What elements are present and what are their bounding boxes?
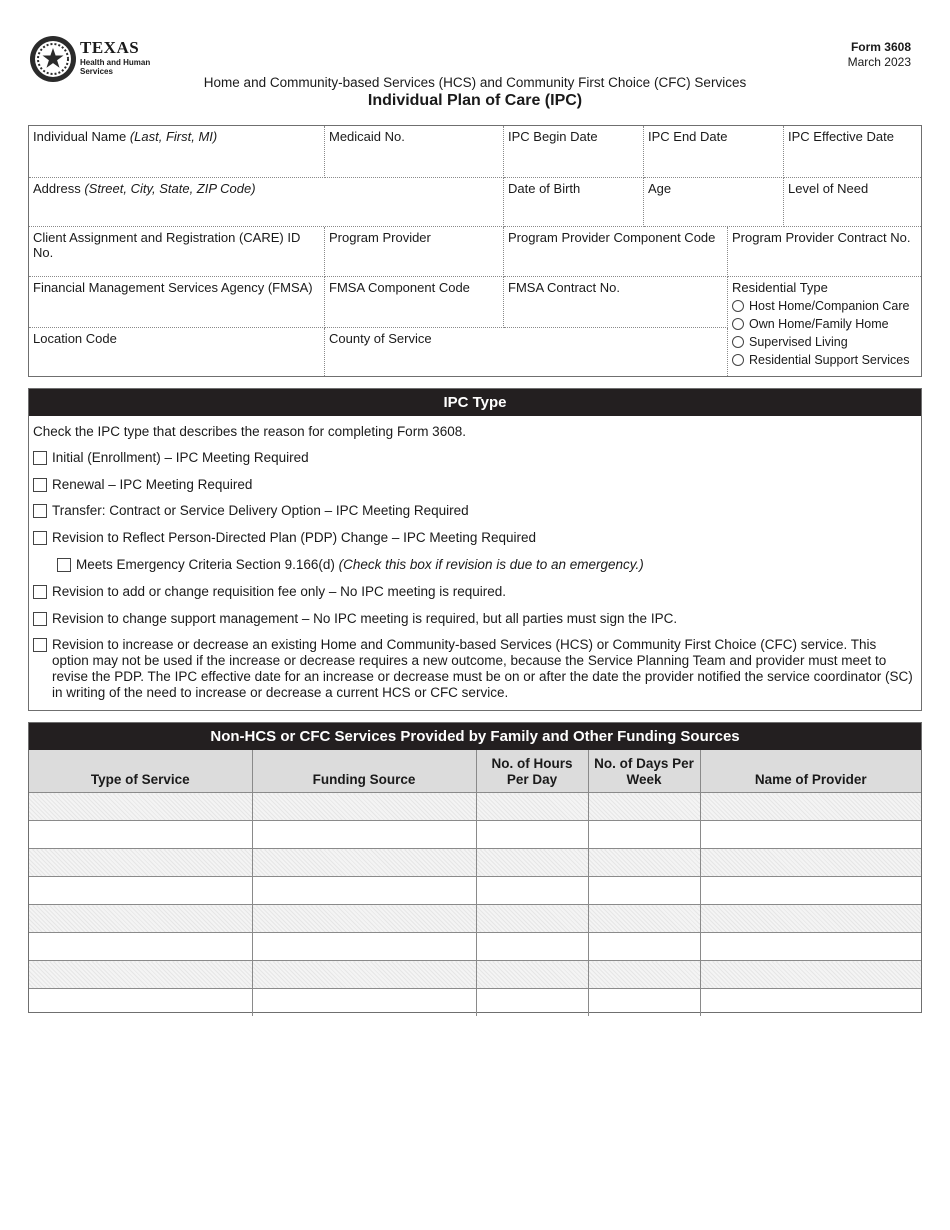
ipc-type-intro: Check the IPC type that describes the reason for completing Form 3608. (33, 424, 466, 439)
medicaid-no-label: Medicaid No. (329, 129, 405, 144)
page-title: Individual Plan of Care (IPC) (367, 92, 583, 109)
address-hint: (Street, City, State, ZIP Code) (84, 181, 256, 196)
ipc-effective-date-field[interactable] (784, 126, 921, 178)
column-header: Type of Service (29, 750, 252, 793)
table-cell[interactable] (700, 849, 921, 877)
logo-title: TEXAS (80, 38, 140, 57)
table-cell[interactable] (29, 989, 252, 1017)
fmsa-contract-no-field[interactable] (504, 277, 728, 328)
radio-icon[interactable] (732, 354, 744, 366)
ipc-option-support-management[interactable] (33, 611, 677, 627)
logo-subtitle: Health and Human Services (80, 58, 151, 76)
ipc-begin-date-field[interactable] (504, 126, 644, 178)
residential-type-field (728, 277, 921, 376)
address-label: Address (33, 181, 81, 196)
level-of-need-label: Level of Need (788, 181, 869, 196)
table-cell[interactable] (476, 961, 588, 989)
table-cell[interactable] (29, 821, 252, 849)
table-row (29, 877, 921, 905)
fmsa-contract-no-label: FMSA Contract No. (508, 280, 620, 295)
services-table (29, 750, 921, 1016)
table-cell[interactable] (588, 905, 700, 933)
table-cell[interactable] (29, 793, 252, 821)
fmsa-component-code-label: FMSA Component Code (329, 280, 470, 295)
individual-name-label: Individual Name (33, 129, 127, 144)
table-cell[interactable] (700, 905, 921, 933)
county-of-service-label: County of Service (329, 331, 432, 346)
ipc-option-label: Renewal – IPC Meeting Required (52, 477, 253, 492)
ipc-option-label: Transfer: Contract or Service Delivery Option – IPC Meeting Required (52, 503, 469, 518)
ipc-option-label: Revision to Reflect Person-Directed Plan (PDP) Change – IPC Meeting Required (52, 530, 536, 545)
column-header: No. of Hours Per Day (476, 750, 588, 793)
residential-type-label: Residential Type (732, 280, 828, 295)
identification-grid (28, 125, 922, 377)
level-of-need-field[interactable] (784, 178, 921, 227)
date-of-birth-field[interactable] (504, 178, 644, 227)
table-cell[interactable] (252, 821, 476, 849)
table-cell[interactable] (29, 933, 252, 961)
address-field[interactable] (29, 178, 504, 227)
radio-icon[interactable] (732, 318, 744, 330)
provider-contract-no-label: Program Provider Contract No. (732, 230, 911, 245)
residential-option-label: Supervised Living (749, 335, 848, 349)
ipc-option-requisition-fee[interactable] (33, 584, 506, 600)
table-cell[interactable] (476, 989, 588, 1017)
table-cell[interactable] (700, 877, 921, 905)
table-cell[interactable] (476, 793, 588, 821)
table-row (29, 933, 921, 961)
ipc-type-heading: IPC Type (29, 389, 921, 416)
checkbox-icon[interactable] (33, 531, 47, 545)
date-of-birth-label: Date of Birth (508, 181, 581, 196)
residential-option-host-home[interactable] (732, 299, 917, 313)
medicaid-no-field[interactable] (325, 126, 504, 178)
table-row (29, 849, 921, 877)
ipc-option-label: Revision to increase or decrease an existing Home and Community-based Services (HCS) or Community First Choice (CFC) service. This option may not be used if the increase or decrease requires a new outcome, because the Service Planning Team and provider must meet to revise the PDP. The IPC effective date for an increase or decrease must be on or after the date the provider notified the service coordinator (SC) in writing of the need to increase or decrease a current HCS or CFC service. (52, 637, 913, 700)
program-provider-label: Program Provider (329, 230, 431, 245)
table-row (29, 989, 921, 1017)
fmsa-label: Financial Management Services Agency (FMSA) (33, 280, 313, 295)
ipc-option-increase-decrease[interactable] (33, 637, 913, 701)
ipc-end-date-field[interactable] (644, 126, 784, 178)
checkbox-icon[interactable] (33, 504, 47, 518)
table-cell[interactable] (588, 989, 700, 1017)
table-cell[interactable] (252, 793, 476, 821)
table-cell[interactable] (252, 905, 476, 933)
ipc-option-label: Initial (Enrollment) – IPC Meeting Required (52, 450, 309, 465)
ipc-begin-date-label: IPC Begin Date (508, 129, 598, 144)
residential-option-label: Residential Support Services (749, 353, 910, 367)
table-row (29, 793, 921, 821)
residential-option-supervised-living[interactable] (732, 335, 917, 349)
table-cell[interactable] (252, 933, 476, 961)
fmsa-component-code-field[interactable] (325, 277, 504, 328)
form-identifier (848, 40, 911, 70)
table-row (29, 821, 921, 849)
program-provider-field[interactable] (325, 227, 504, 277)
table-cell[interactable] (252, 877, 476, 905)
table-cell[interactable] (476, 849, 588, 877)
location-code-field[interactable] (29, 328, 325, 376)
table-cell[interactable] (29, 961, 252, 989)
checkbox-icon[interactable] (33, 638, 47, 652)
radio-icon[interactable] (732, 336, 744, 348)
table-row (29, 905, 921, 933)
non-hcs-services-heading: Non-HCS or CFC Services Provided by Family and Other Funding Sources (29, 723, 921, 750)
table-cell[interactable] (29, 905, 252, 933)
column-header: No. of Days Per Week (588, 750, 700, 793)
age-field[interactable] (644, 178, 784, 227)
table-cell[interactable] (588, 793, 700, 821)
column-header: Name of Provider (700, 750, 921, 793)
table-cell[interactable] (700, 793, 921, 821)
table-cell[interactable] (700, 821, 921, 849)
ipc-option-transfer[interactable] (33, 503, 469, 519)
form-date: March 2023 (847, 55, 911, 69)
checkbox-icon[interactable] (57, 558, 71, 572)
table-cell[interactable] (476, 821, 588, 849)
table-cell[interactable] (588, 877, 700, 905)
ipc-option-emergency[interactable] (57, 557, 644, 573)
emergency-hint: (Check this box if revision is due to an emergency.) (338, 557, 644, 572)
fmsa-field[interactable] (29, 277, 325, 328)
table-cell[interactable] (700, 933, 921, 961)
ipc-option-initial[interactable] (33, 450, 309, 466)
residential-option-label: Own Home/Family Home (749, 317, 889, 331)
table-cell[interactable] (700, 989, 921, 1017)
provider-component-code-field[interactable] (504, 227, 728, 277)
non-hcs-services-section (28, 722, 922, 1013)
table-cell[interactable] (252, 961, 476, 989)
individual-name-field[interactable] (29, 126, 325, 178)
ipc-option-pdp-revision[interactable] (33, 530, 536, 546)
ipc-option-label: Revision to change support management – No IPC meeting is required, but all parties must sign the IPC. (52, 611, 678, 626)
emergency-label: Meets Emergency Criteria Section 9.166(d) (76, 557, 335, 572)
ipc-option-renewal[interactable] (33, 477, 252, 493)
table-header-row (29, 750, 921, 793)
column-header: Funding Source (252, 750, 476, 793)
table-cell[interactable] (588, 821, 700, 849)
location-code-label: Location Code (33, 331, 117, 346)
age-label: Age (648, 181, 672, 196)
checkbox-icon[interactable] (33, 451, 47, 465)
table-cell[interactable] (588, 933, 700, 961)
provider-contract-no-field[interactable] (728, 227, 921, 277)
ipc-effective-date-label: IPC Effective Date (788, 129, 894, 144)
ipc-option-label: Revision to add or change requisition fee only – No IPC meeting is required. (52, 584, 507, 599)
table-cell[interactable] (476, 905, 588, 933)
ipc-end-date-label: IPC End Date (648, 129, 728, 144)
care-id-field[interactable] (29, 227, 325, 277)
table-cell[interactable] (252, 849, 476, 877)
provider-component-code-label: Program Provider Component Code (508, 230, 716, 245)
residential-option-label: Host Home/Companion Care (749, 299, 910, 313)
table-cell[interactable] (476, 877, 588, 905)
checkbox-icon[interactable] (33, 612, 47, 626)
ipc-type-section (28, 388, 922, 711)
residential-option-own-home[interactable] (732, 317, 917, 331)
table-row (29, 961, 921, 989)
table-cell[interactable] (588, 961, 700, 989)
table-cell[interactable] (29, 849, 252, 877)
individual-name-hint: (Last, First, MI) (129, 129, 218, 144)
radio-icon[interactable] (732, 300, 744, 312)
county-of-service-field[interactable] (325, 328, 728, 376)
table-cell[interactable] (476, 933, 588, 961)
header-subtitle: Home and Community-based Services (HCS) and Community First Choice (CFC) Services (203, 75, 747, 90)
checkbox-icon[interactable] (33, 478, 47, 492)
table-cell[interactable] (252, 989, 476, 1017)
residential-option-support-services[interactable] (732, 353, 917, 367)
checkbox-icon[interactable] (33, 585, 47, 599)
table-cell[interactable] (588, 849, 700, 877)
care-id-label: Client Assignment and Registration (CARE) ID No. (33, 230, 301, 260)
table-cell[interactable] (29, 877, 252, 905)
table-cell[interactable] (700, 961, 921, 989)
form-number: Form 3608 (850, 40, 911, 54)
